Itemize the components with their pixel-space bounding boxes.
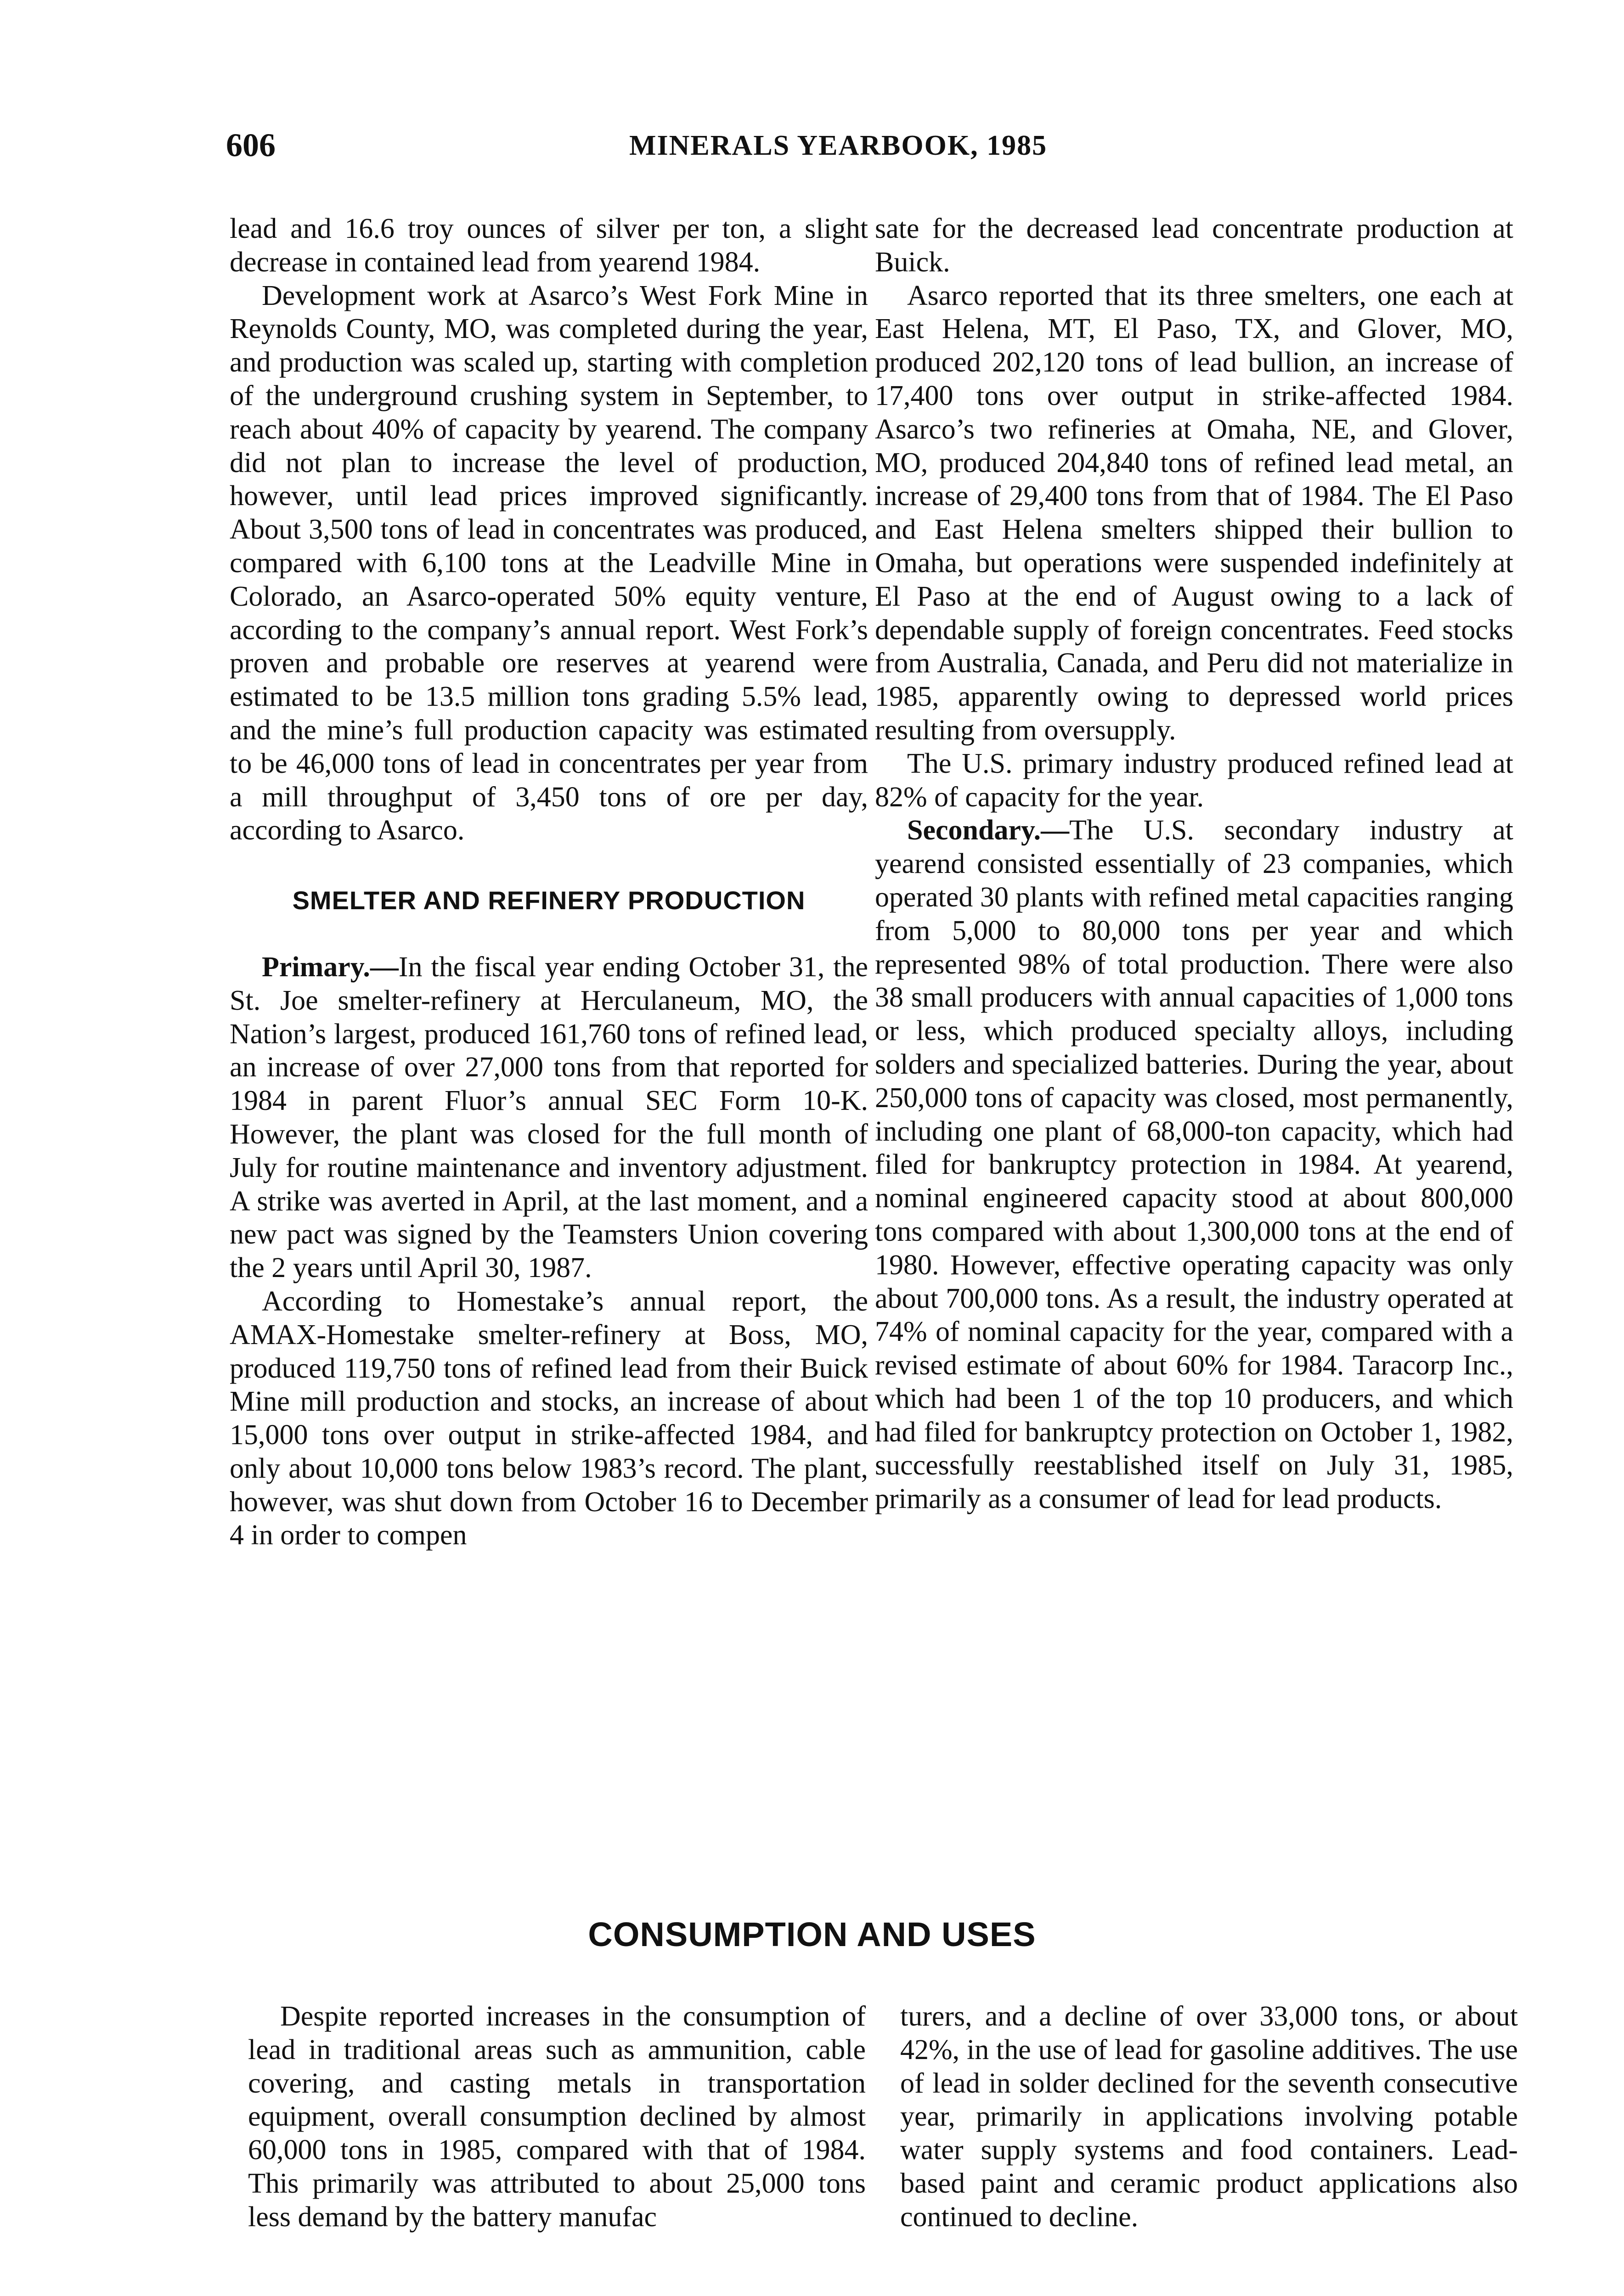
- paragraph-primary-text: In the fiscal year ending October 31, the St. Joe smelter-refinery at Herculaneum, MO, the Nation’s largest, produced 161,760 tons of refined lead, an increase of over 27,000 tons from that reported for 1984 in parent Fluor’s annual SEC Form 10-K. However, the plant was closed for the full month of July for routine maintenance and inventory adjustment. A strike was averted in April, at the last moment, and a new pact was signed by the Teamsters Union covering the 2 years until April 30, 1987.: [230, 951, 868, 1284]
- right-column-lower: [900, 2000, 1518, 2234]
- run-in-heading-primary: Primary.—: [262, 951, 399, 983]
- paragraph-asarco-smelters: Asarco reported that its three smelters, one each at East Helena, MT, El Paso, TX, and Glover, MO, produced 202,120 tons of lead bullion, an increase of 17,400 tons over output in strike-affected 1984. Asarco’s two refineries at Omaha, NE, and Glover, MO, produced 204,840 tons of refined lead metal, an increase of 29,400 tons from that of 1984. The El Paso and East Helena smelters shipped their bullion to Omaha, but operations were suspended indefinitely at El Paso at the end of August owing to a lack of dependable supply of foreign concentrates. Feed stocks from Australia, Canada, and Peru did not materialize in 1985, apparently owing to depressed world prices resulting from oversupply.: [875, 280, 1513, 746]
- paragraph-primary: [230, 951, 868, 1285]
- section-heading-consumption-uses: CONSUMPTION AND USES: [588, 1915, 1036, 1953]
- right-column-upper: [875, 212, 1513, 1516]
- paragraph-west-fork-development: Development work at Asarco’s West Fork Mine in Reynolds County, MO, was completed during the year, and production was scaled up, starting with completion of the underground crushing system in September, to reach about 40% of capacity by yearend. The company did not plan to increase the level of production, however, until lead prices improved significantly. About 3,500 tons of lead in concentrates was produced, compared with 6,100 tons at the Leadville Mine in Colorado, an Asarco-operated 50% equity venture, according to the company’s annual report. West Fork’s proven and probable ore reserves at yearend were estimated to be 13.5 million tons grading 5.5% lead, and the mine’s full production capacity was estimated to be 46,000 tons of lead in concentrates per year from a mill throughput of 3,450 tons of ore per day, according to Asarco.: [230, 280, 868, 846]
- paragraph-homestake: According to Homestake’s annual report, the AMAX-Homestake smelter-refinery at Boss, MO, produced 119,750 tons of refined lead from their Buick Mine mill production and stocks, an increase of about 15,000 tons over output in strike-affected 1984, and only about 10,000 tons below 1983’s record. The plant, however, was shut down from October 16 to December 4 in order to compen: [230, 1285, 868, 1551]
- left-column-upper: [230, 212, 868, 1552]
- page-number: 606: [226, 127, 276, 163]
- running-head: MINERALS YEARBOOK, 1985: [629, 130, 1048, 161]
- paragraph-secondary-text: The U.S. secondary industry at yearend consisted essentially of 23 companies, which operated 30 plants with refined metal capacities ranging from 5,000 to 80,000 tons per year and which represented 98% of total production. There were also 38 small producers with annual capacities of 1,000 tons or less, which produced specialty alloys, including solders and specialized batteries. During the year, about 250,000 tons of capacity was closed, most permanently, including one plant of 68,000-ton capacity, which had filed for bankruptcy protection in 1984. At yearend, nominal engineered capacity stood at about 800,000 tons compared with about 1,300,000 tons at the end of 1980. However, effective operating capacity was only about 700,000 tons. As a result, the industry operated at 74% of nominal capacity for the year, compared with a revised estimate of about 60% for 1984. Taracorp Inc., which had been 1 of the top 10 producers, and which had filed for bankruptcy protection on October 1, 1982, successfully reestablished itself on July 31, 1985, primarily as a consumer of lead for lead products.: [875, 815, 1513, 1515]
- run-in-heading-secondary: Secondary.—: [907, 815, 1070, 846]
- paragraph-west-fork-continued: lead and 16.6 troy ounces of silver per ton, a slight decrease in contained lead from yearend 1984.: [230, 213, 868, 278]
- paragraph-consumption-continued: turers, and a decline of over 33,000 tons, or about 42%, in the use of lead for gasoline additives. The use of lead in solder declined for the seventh consecutive year, primarily in applications involving potable water supply systems and food containers. Lead-based paint and ceramic product applications also continued to decline.: [900, 2001, 1518, 2233]
- paragraph-secondary: [875, 814, 1513, 1516]
- paragraph-buick-continued: sate for the decreased lead concentrate production at Buick.: [875, 213, 1513, 278]
- paragraph-consumption-decline: Despite reported increases in the consumption of lead in traditional areas such as ammunition, cable covering, and casting metals in transportation equipment, overall consumption declined by almost 60,000 tons in 1985, compared with that of 1984. This primarily was attributed to about 25,000 tons less demand by the battery manufac: [248, 2001, 866, 2233]
- left-column-lower: [248, 2000, 866, 2234]
- section-heading-smelter-refinery: SMELTER AND REFINERY PRODUCTION: [292, 886, 806, 915]
- paragraph-primary-capacity: The U.S. primary industry produced refined lead at 82% of capacity for the year.: [875, 748, 1513, 813]
